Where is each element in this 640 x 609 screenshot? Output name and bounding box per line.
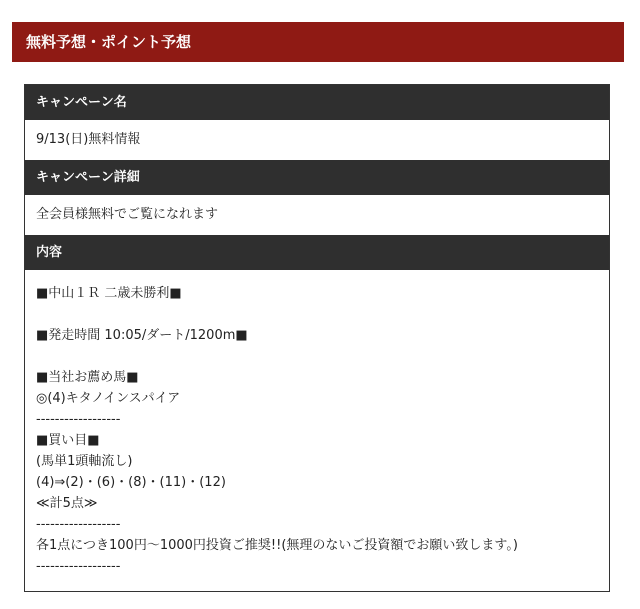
bet-combination: (4)⇒(2)・(6)・(8)・(11)・(12) xyxy=(36,475,226,490)
campaign-name-value: 9/13(日)無料情報 xyxy=(36,132,141,147)
bet-total: ≪計5点≫ xyxy=(36,496,98,511)
divider: ------------------ xyxy=(36,517,121,532)
campaign-detail-value: 全会員様無料でご覧になれます xyxy=(36,207,219,222)
campaign-content-label: 内容 xyxy=(25,235,609,270)
spacer xyxy=(36,346,598,367)
recommend-horse: ◎(4)キタノインスパイア xyxy=(36,391,181,406)
advice-text: 各1点につき100円〜1000円投資ご推奨!!(無理のないご投資額でお願い致します。) xyxy=(36,538,518,553)
campaign-panel xyxy=(24,84,610,592)
campaign-content-body xyxy=(25,270,609,577)
bet-heading: ■買い目■ xyxy=(36,433,100,448)
recommend-heading: ■当社お薦め馬■ xyxy=(36,370,139,385)
divider: ------------------ xyxy=(36,412,121,427)
page-title: 無料予想・ポイント予想 xyxy=(12,22,624,62)
divider: ------------------ xyxy=(36,559,121,574)
campaign-name-label: キャンペーン名 xyxy=(25,85,609,120)
spacer xyxy=(36,304,598,325)
race-info: ■中山１Ｒ 二歳未勝利■ xyxy=(36,286,182,301)
start-time-info: ■発走時間 10:05/ダート/1200m■ xyxy=(36,328,248,343)
bet-type: (馬単1頭軸流し) xyxy=(36,454,133,469)
campaign-detail-label: キャンペーン詳細 xyxy=(25,160,609,195)
